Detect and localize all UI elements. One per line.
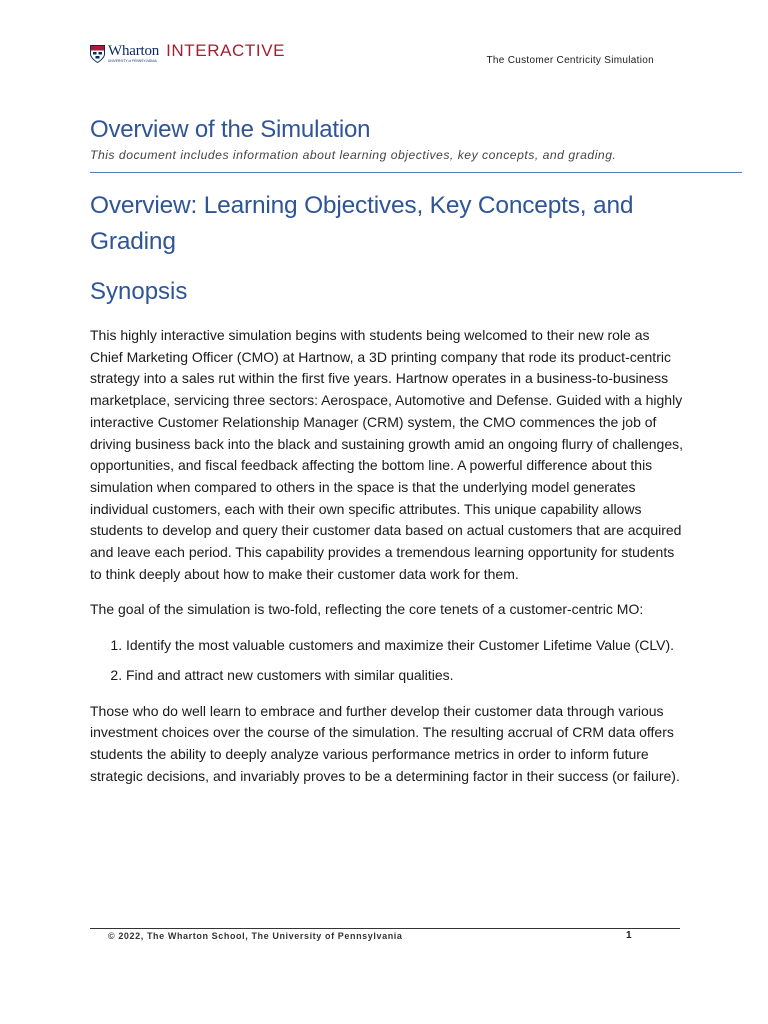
page-header (90, 41, 690, 74)
document-body (90, 325, 685, 787)
footer-divider (90, 928, 680, 929)
footer-copyright: © 2022, The Wharton School, The University of Pennsylvania (108, 931, 403, 941)
document-subtitle: This document includes information about learning objectives, key concepts, and grading. (90, 148, 617, 162)
page-number: 1 (626, 930, 632, 941)
overview-heading: Overview: Learning Objectives, Key Concepts, and Grading (90, 192, 634, 255)
closing-paragraph: Those who do well learn to embrace and further develop their customer data through various investment choices over the course of the simulation. The resulting accrual of CRM data offers students the ability to deeply analyze various performance metrics in order to inform future strategic decisions, and invariably proves to be a determining factor in their success (or failure). (90, 702, 680, 784)
document-name: The Customer Centricity Simulation (486, 55, 654, 66)
interactive-word: INTERACTIVE (166, 41, 286, 60)
document-title: Overview of the Simulation (90, 116, 371, 143)
wharton-interactive-logo (90, 41, 286, 63)
synopsis-heading: Synopsis (90, 278, 188, 305)
goal-item: 2. Find and attract new customers with similar qualities. (126, 665, 685, 687)
goals-list (90, 635, 685, 686)
penn-shield-icon (90, 45, 105, 63)
goal-paragraph: The goal of the simulation is two-fold, reflecting the core tenets of a customer-centric MO: (90, 601, 644, 618)
synopsis-paragraph: This highly interactive simulation begins with students being welcomed to their new role as Chief Marketing Officer (CMO) at Hartnow, a 3D printing company that rode its product-centric strategy into a sales rut within the first five years. Hartnow operates in a business-to-business marketplace, servicing three sectors: Aerospace, Automotive and Defense. Guided with a highly interactive Customer Relationship Manager (CRM) system, the CMO commences the job of driving business back into the black and sustaining growth amid an ongoing flurry of challenges, opportunities, and fiscal feedback affecting the bottom line. A powerful difference about this simulation when compared to others in the space is that the underlying model generates individual customers, each with their own specific attributes. This unique capability allows students to develop and query their customer data based on actual customers that are acquired and leave each period. This capability provides a tremendous learning opportunity for students to think deeply about how to make their customer data work for them. (90, 327, 684, 582)
title-divider (90, 172, 742, 173)
university-subline: UNIVERSITY of PENNSYLVANIA (108, 59, 157, 63)
wharton-wordmark (108, 44, 159, 63)
wharton-word: Wharton (108, 43, 160, 59)
goal-item: 1. Identify the most valuable customers and maximize their Customer Lifetime Value (CLV). (126, 635, 685, 657)
